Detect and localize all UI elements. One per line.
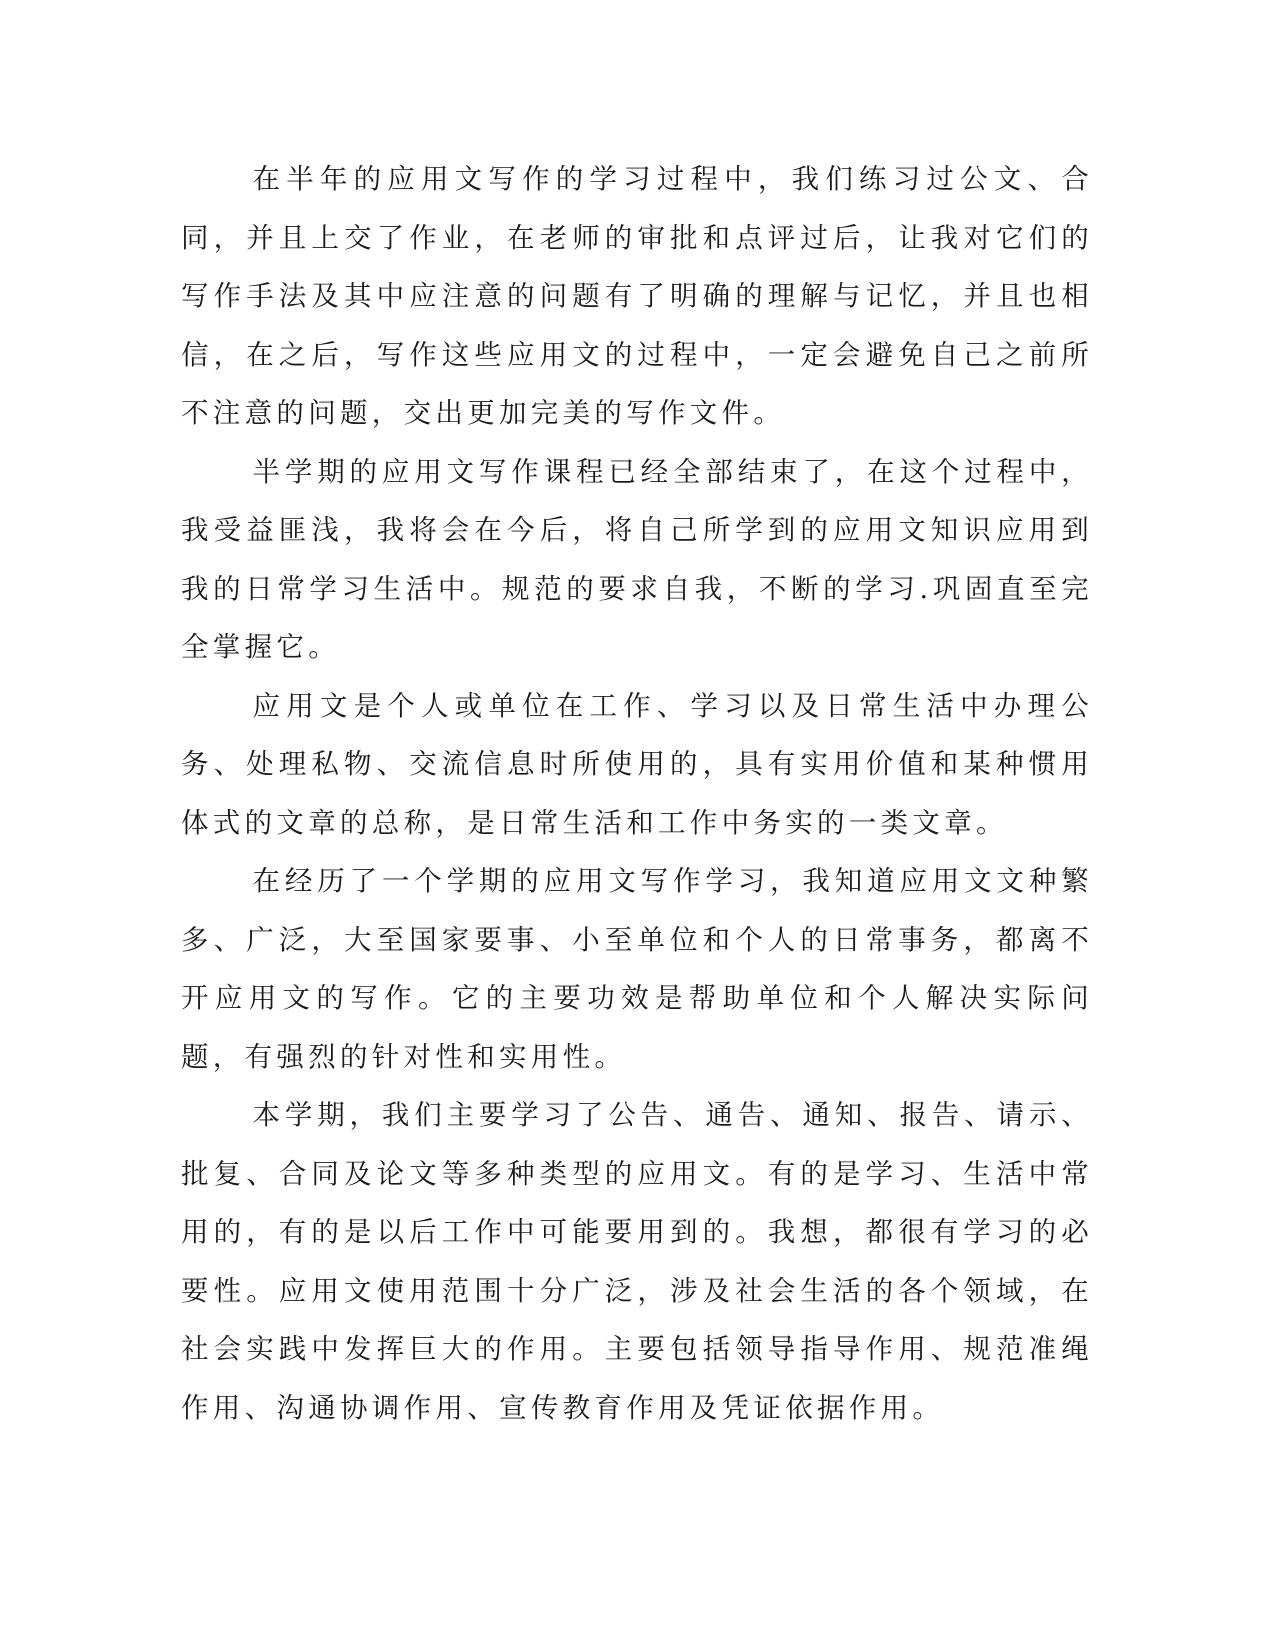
paragraph: 在经历了一个学期的应用文写作学习，我知道应用文文种繁多、广泛，大至国家要事、小至单位和个人的日常事务，都离不开应用文的写作。它的主要功效是帮助单位和个人解决实际问题，有强烈的针对性和实用性。	[181, 865, 1093, 1073]
paragraph: 本学期，我们主要学习了公告、通告、通知、报告、请示、批复、合同及论文等多种类型的应用文。有的是学习、生活中常用的，有的是以后工作中可能要用到的。我想，都很有学习的必要性。应用文使用范围十分广泛，涉及社会生活的各个领域，在社会实践中发挥巨大的作用。主要包括领导指导作用、规范准绳作用、沟通协调作用、宣传教育作用及凭证依据作用。	[181, 1099, 1093, 1424]
paragraph: 半学期的应用文写作课程已经全部结束了，在这个过程中，我受益匪浅，我将会在今后，将自己所学到的应用文知识应用到我的日常学习生活中。规范的要求自我，不断的学习.巩固直至完全掌握它。	[181, 455, 1093, 663]
document-body	[181, 150, 1093, 1437]
paragraph: 应用文是个人或单位在工作、学习以及日常生活中办理公务、处理私物、交流信息时所使用的，具有实用价值和某种惯用体式的文章的总称，是日常生活和工作中务实的一类文章。	[181, 689, 1093, 839]
paragraph: 在半年的应用文写作的学习过程中，我们练习过公文、合同，并且上交了作业，在老师的审批和点评过后，让我对它们的写作手法及其中应注意的问题有了明确的理解与记忆，并且也相信，在之后，写作这些应用文的过程中，一定会避免自己之前所不注意的问题，交出更加完美的写作文件。	[181, 163, 1093, 429]
